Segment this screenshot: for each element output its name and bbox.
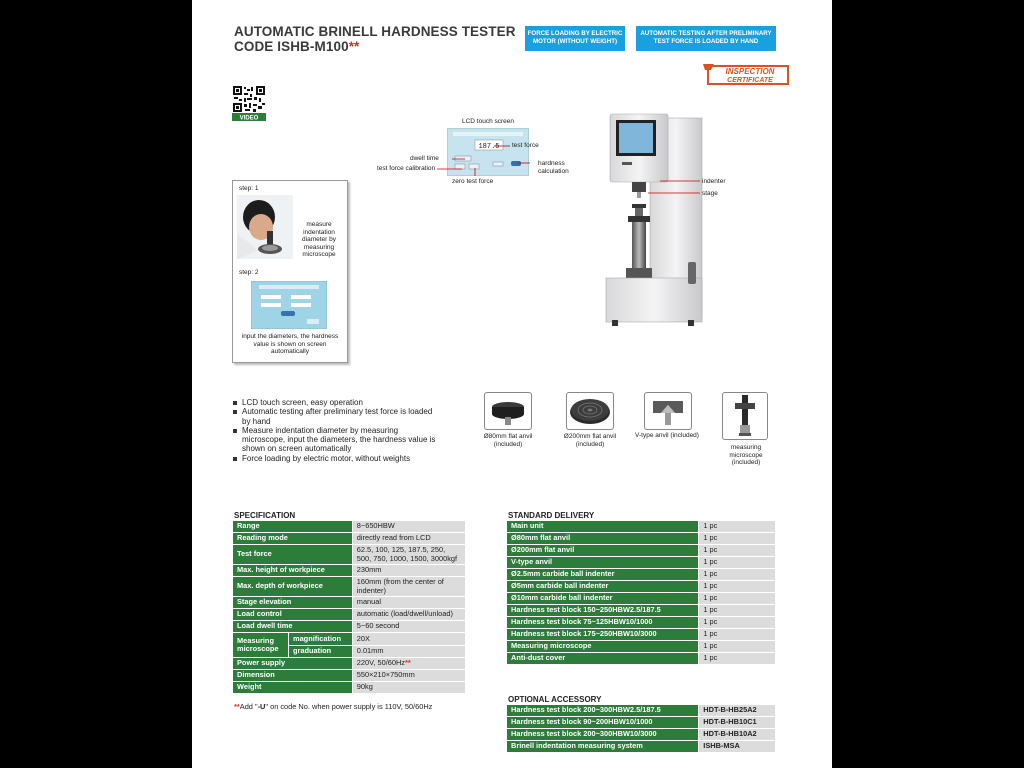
note-code-suffix: -U bbox=[257, 702, 266, 711]
row-key: Hardness test block 200~300HBW10/3000 bbox=[507, 729, 699, 741]
table-row bbox=[233, 621, 466, 633]
row-key: Load control bbox=[233, 609, 353, 621]
microscope-operator-photo bbox=[237, 195, 293, 259]
row-value: 8~650HBW bbox=[352, 521, 465, 533]
inspection-certificate-logo bbox=[702, 62, 794, 88]
spec-key: Dimension bbox=[233, 670, 353, 682]
callout-test-force: test force bbox=[512, 142, 539, 149]
accessory-caption-v-type-anvil: V-type anvil (included) bbox=[635, 432, 699, 439]
certificate-line-2: CERTIFICATE bbox=[727, 77, 773, 84]
qr-video-label: VIDEO bbox=[239, 115, 259, 121]
table-row bbox=[233, 658, 466, 670]
row-key: Ø200mm flat anvil bbox=[507, 545, 699, 557]
row-key: Stage elevation bbox=[233, 597, 353, 609]
feature-item: Measure indentation diameter by measuring microscope, input the diameters, the hardness value is shown on screen automatically bbox=[232, 426, 442, 454]
specification-rows-extra bbox=[233, 633, 466, 694]
callout-zero-test-force: zero test force bbox=[452, 178, 494, 185]
row-key: V-type anvil bbox=[507, 557, 699, 569]
feature-item: LCD touch screen, easy operation bbox=[232, 398, 442, 407]
accessory-flat-anvil-80 bbox=[484, 392, 532, 430]
row-value: 1 pc bbox=[699, 617, 776, 629]
spec-graduation-label: graduation bbox=[293, 646, 332, 655]
specification-table bbox=[232, 520, 466, 694]
row-key: Hardness test block 175~250HBW10/3000 bbox=[507, 629, 699, 641]
v-anvil-icon bbox=[645, 393, 691, 429]
microscope-icon bbox=[723, 393, 767, 439]
row-key: Max. height of workpiece bbox=[233, 565, 353, 577]
spec-graduation-value: 0.01mm bbox=[352, 645, 465, 658]
table-row bbox=[233, 670, 466, 682]
accessory-caption-measuring-microscope: measuring microscope (included) bbox=[729, 444, 763, 466]
table-row bbox=[507, 717, 776, 729]
table-row bbox=[507, 729, 776, 741]
row-key: Ø80mm flat anvil bbox=[507, 533, 699, 545]
qr-code-icon bbox=[232, 85, 266, 121]
row-key: Ø10mm carbide ball indenter bbox=[507, 593, 699, 605]
row-key: Ø5mm carbide ball indenter bbox=[507, 581, 699, 593]
row-value: 1 pc bbox=[699, 521, 776, 533]
callout-hardness-calculation: hardness calculation bbox=[538, 160, 569, 175]
product-code: CODE ISHB-M100 bbox=[234, 39, 349, 54]
callout-test-force-calibration: test force calibration bbox=[377, 165, 436, 172]
operator-icon bbox=[237, 195, 293, 259]
spec-power-text: 220V, 50/60Hz bbox=[356, 658, 405, 668]
feature-item: Force loading by electric motor, without weights bbox=[232, 454, 442, 463]
table-row bbox=[507, 605, 776, 617]
note-text-a: Add " bbox=[239, 702, 258, 711]
callout-lcd-touch-screen: LCD touch screen bbox=[462, 118, 515, 125]
row-value: 5~60 second bbox=[352, 621, 465, 633]
row-value: 1 pc bbox=[699, 545, 776, 557]
table-row bbox=[233, 597, 466, 609]
delivery-rows bbox=[507, 521, 776, 665]
row-value: manual bbox=[352, 597, 465, 609]
table-row bbox=[233, 533, 466, 545]
table-row bbox=[507, 705, 776, 717]
catalog-page bbox=[192, 0, 832, 768]
input-screen-image bbox=[251, 281, 327, 329]
table-row bbox=[233, 609, 466, 621]
hardness-tester-machine-image bbox=[602, 110, 712, 332]
spec-value: 550×210×750mm bbox=[352, 670, 465, 682]
accessory-v-type-anvil bbox=[644, 392, 692, 430]
row-value: directly read from LCD bbox=[352, 533, 465, 545]
large-anvil-icon bbox=[567, 393, 613, 429]
row-value: 1 pc bbox=[699, 557, 776, 569]
spec-microscope-label: Measuring microscope bbox=[233, 633, 289, 657]
optional-rows bbox=[507, 705, 776, 753]
row-key: Measuring microscope bbox=[507, 641, 699, 653]
row-value: 1 pc bbox=[699, 533, 776, 545]
step-1-text: measure indentation diameter by measuring microscope bbox=[302, 221, 336, 258]
note-star: ** bbox=[234, 702, 240, 711]
title-star: ** bbox=[348, 39, 360, 54]
row-key: Hardness test block 150~250HBW2.5/187.5 bbox=[507, 605, 699, 617]
row-key: Main unit bbox=[507, 521, 699, 533]
callout-indenter: indenter bbox=[702, 178, 726, 185]
input-screen-icon bbox=[251, 281, 327, 329]
callout-stage: stage bbox=[702, 190, 718, 197]
table-row bbox=[233, 545, 466, 565]
standard-delivery-table bbox=[506, 520, 776, 665]
row-value: 1 pc bbox=[699, 593, 776, 605]
feature-badge-preliminary: AUTOMATIC TESTING AFTER PRELIMINARY TEST FORCE IS LOADED BY HAND bbox=[636, 26, 776, 51]
row-value: HDT-B-HB10C1 bbox=[699, 717, 776, 729]
row-value: HDT-B-HB25A2 bbox=[699, 705, 776, 717]
row-value: ISHB-MSA bbox=[699, 741, 776, 753]
row-key: Hardness test block 90~200HBW10/1000 bbox=[507, 717, 699, 729]
table-row bbox=[507, 653, 776, 665]
flat-anvil-icon bbox=[485, 393, 531, 429]
table-row bbox=[507, 545, 776, 557]
callout-dwell-time: dwell time bbox=[410, 155, 439, 162]
table-row bbox=[233, 633, 466, 646]
row-key: Range bbox=[233, 521, 353, 533]
accessory-caption-flat-anvil-200: Ø200mm flat anvil (included) bbox=[563, 433, 617, 448]
note-text-c: " on code No. when power supply is 110V, 50/60Hz bbox=[265, 702, 433, 711]
table-row bbox=[507, 741, 776, 753]
step-2-text: input the diameters, the hardness value is shown on screen automatically bbox=[241, 333, 339, 355]
spec-magnification-value: 20X bbox=[352, 633, 465, 646]
row-value: 62.5, 100, 125, 187.5, 250, 500, 750, 1000, 1500, 3000kgf bbox=[352, 545, 465, 565]
spec-magnification-label: magnification bbox=[289, 633, 352, 646]
row-key: Test force bbox=[233, 545, 353, 565]
table-row bbox=[507, 641, 776, 653]
row-value: HDT-B-HB10A2 bbox=[699, 729, 776, 741]
row-key: Ø2.5mm carbide ball indenter bbox=[507, 569, 699, 581]
row-key: Anti-dust cover bbox=[507, 653, 699, 665]
row-key: Load dwell time bbox=[233, 621, 353, 633]
table-row bbox=[507, 617, 776, 629]
accessory-caption-flat-anvil-80: Ø80mm flat anvil (included) bbox=[483, 433, 533, 448]
step-1-label: step: 1 bbox=[239, 185, 259, 192]
table-row bbox=[507, 593, 776, 605]
table-row bbox=[233, 577, 466, 597]
power-supply-note bbox=[234, 702, 432, 711]
table-row bbox=[507, 629, 776, 641]
row-key: Max. depth of workpiece bbox=[233, 577, 353, 597]
table-row bbox=[233, 682, 466, 694]
accessory-measuring-microscope bbox=[722, 392, 768, 440]
spec-power-value bbox=[352, 658, 465, 670]
table-row bbox=[507, 557, 776, 569]
row-value: 1 pc bbox=[699, 641, 776, 653]
video-qr-code[interactable] bbox=[232, 85, 266, 121]
spec-value: 90kg bbox=[352, 682, 465, 694]
step-2-label: step: 2 bbox=[239, 269, 259, 276]
title-line-1: AUTOMATIC BRINELL HARDNESS TESTER bbox=[234, 24, 516, 39]
spec-key: Weight bbox=[233, 682, 353, 694]
feature-list bbox=[232, 398, 442, 463]
table-row bbox=[507, 533, 776, 545]
row-value: 230mm bbox=[352, 565, 465, 577]
title-line-2 bbox=[234, 39, 516, 54]
row-value: 1 pc bbox=[699, 605, 776, 617]
row-key: Hardness test block 200~300HBW2.5/187.5 bbox=[507, 705, 699, 717]
row-value: 160mm (from the center of indenter) bbox=[352, 577, 465, 597]
table-row bbox=[233, 565, 466, 577]
row-key: Brinell indentation measuring system bbox=[507, 741, 699, 753]
table-row bbox=[507, 521, 776, 533]
specification-rows bbox=[233, 521, 466, 633]
row-value: 1 pc bbox=[699, 581, 776, 593]
specification-heading: SPECIFICATION bbox=[234, 511, 296, 520]
spec-key: Power supply bbox=[233, 658, 353, 670]
measurement-steps-box bbox=[232, 180, 348, 363]
spec-power-star: ** bbox=[405, 658, 411, 668]
table-row bbox=[233, 521, 466, 533]
row-key: Reading mode bbox=[233, 533, 353, 545]
certificate-line-1: INSPECTION bbox=[725, 67, 775, 76]
table-row bbox=[507, 569, 776, 581]
optional-accessory-table bbox=[506, 704, 776, 753]
optional-accessory-heading: OPTIONAL ACCESSORY bbox=[508, 695, 602, 704]
standard-delivery-heading: STANDARD DELIVERY bbox=[508, 511, 595, 520]
page-title bbox=[234, 24, 516, 54]
feature-badge-motor: FORCE LOADING BY ELECTRIC MOTOR (WITHOUT WEIGHT) bbox=[525, 26, 625, 51]
hardness-tester-icon bbox=[602, 110, 712, 332]
row-value: 1 pc bbox=[699, 653, 776, 665]
row-value: 1 pc bbox=[699, 569, 776, 581]
certificate-icon bbox=[702, 62, 794, 88]
accessory-flat-anvil-200 bbox=[566, 392, 614, 430]
row-key: Hardness test block 75~125HBW10/1000 bbox=[507, 617, 699, 629]
table-row bbox=[507, 581, 776, 593]
spec-key-microscope bbox=[233, 633, 353, 658]
row-value: automatic (load/dwell/unload) bbox=[352, 609, 465, 621]
lcd-value-text: 187.5 bbox=[478, 143, 500, 151]
feature-item: Automatic testing after preliminary test force is loaded by hand bbox=[232, 407, 442, 426]
row-value: 1 pc bbox=[699, 629, 776, 641]
